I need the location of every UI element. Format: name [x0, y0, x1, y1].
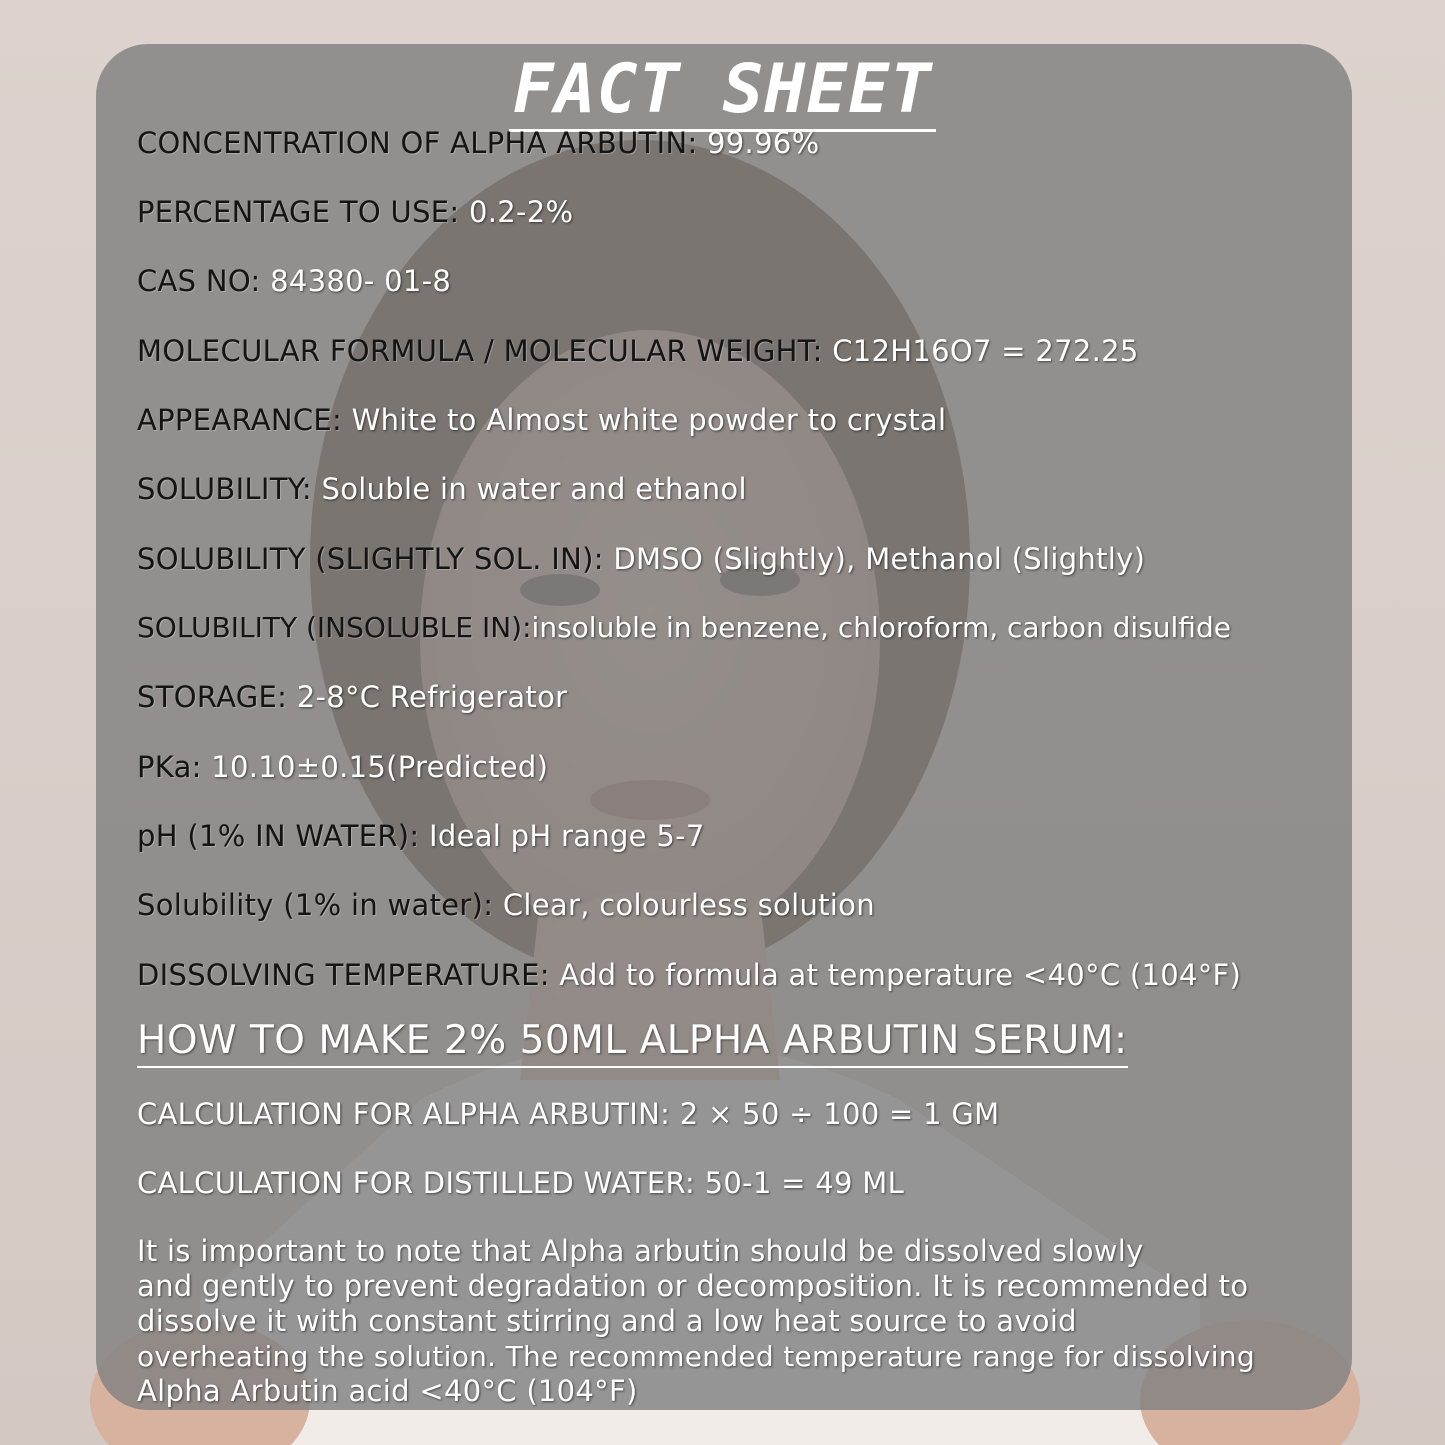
note-line: Alpha Arbutin acid <40°C (104°F): [137, 1374, 638, 1408]
dissolving-note: [137, 1234, 1255, 1409]
fact-row-ph: pH (1% IN WATER): Ideal pH range 5-7: [137, 819, 705, 853]
fact-row-pka: PKa: 10.10±0.15(Predicted): [137, 750, 549, 784]
fact-row-concentration: CONCENTRATION OF ALPHA ARBUTIN: 99.96%: [137, 126, 820, 160]
fact-row-solubility-water: Solubility (1% in water): Clear, colourless solution: [137, 888, 875, 922]
fact-row-cas-no: CAS NO: 84380- 01-8: [137, 264, 452, 298]
fact-row-percentage: PERCENTAGE TO USE: 0.2-2%: [137, 195, 574, 229]
how-to-heading: HOW TO MAKE 2% 50ML ALPHA ARBUTIN SERUM:: [137, 1016, 1128, 1068]
fact-row-solubility-slightly: SOLUBILITY (SLIGHTLY SOL. IN): DMSO (Slightly), Methanol (Slightly): [137, 542, 1146, 576]
calculation-distilled-water: CALCULATION FOR DISTILLED WATER: 50-1 = 49 ML: [137, 1166, 905, 1200]
fact-row-molecular-formula: MOLECULAR FORMULA / MOLECULAR WEIGHT: C12H16O7 = 272.25: [137, 334, 1139, 368]
note-line: dissolve it with constant stirring and a low heat source to avoid: [137, 1304, 1077, 1338]
note-line: overheating the solution. The recommended temperature range for dissolving: [137, 1340, 1255, 1373]
calculation-alpha-arbutin: CALCULATION FOR ALPHA ARBUTIN: 2 × 50 ÷ 100 = 1 GM: [137, 1097, 1000, 1131]
fact-row-solubility: SOLUBILITY: Soluble in water and ethanol: [137, 472, 747, 506]
note-line: It is important to note that Alpha arbutin should be dissolved slowly: [137, 1234, 1144, 1268]
note-line: and gently to prevent degradation or decomposition. It is recommended to: [137, 1269, 1249, 1303]
fact-row-appearance: APPEARANCE: White to Almost white powder to crystal: [137, 403, 947, 437]
fact-row-solubility-insoluble: SOLUBILITY (INSOLUBLE IN):insoluble in benzene, chloroform, carbon disulfide: [137, 611, 1231, 644]
fact-row-storage: STORAGE: 2-8°C Refrigerator: [137, 680, 568, 714]
fact-row-dissolving-temperature: DISSOLVING TEMPERATURE: Add to formula at temperature <40°C (104°F): [137, 958, 1242, 992]
page-title: FACT SHEET: [0, 50, 1445, 130]
